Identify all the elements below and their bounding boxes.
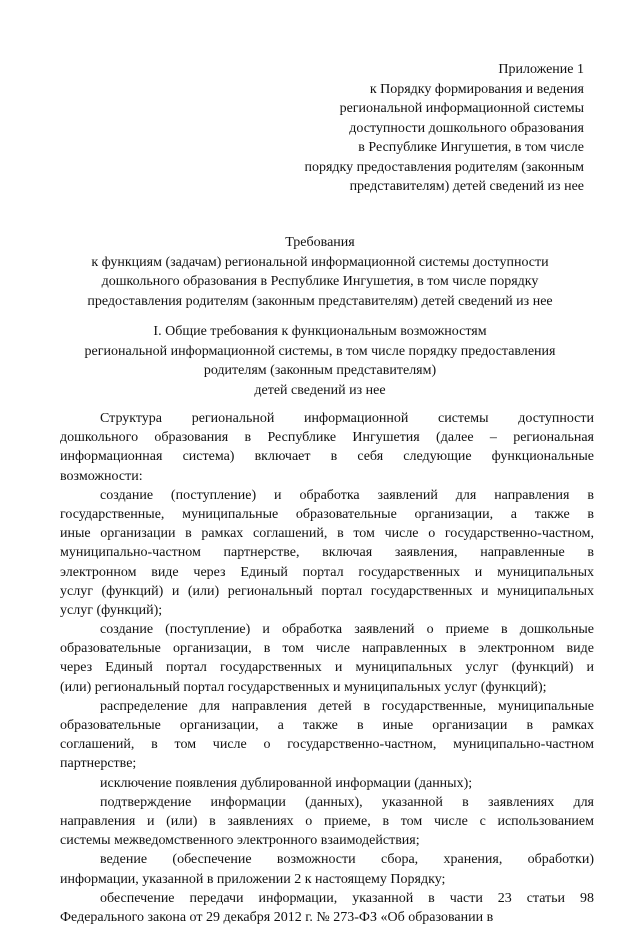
paragraph-line: (или) региональный портал государственных и муниципальных услуг (функций); — [60, 679, 547, 695]
paragraph — [60, 774, 594, 793]
paragraph-line: государственные, муниципальные образовательные организации, а также в — [60, 506, 594, 522]
paragraph-line: создание (поступление) и обработка заявлений для направления в — [100, 487, 594, 503]
paragraph-line: возможности: — [60, 468, 143, 484]
paragraph-line: направления и (или) в заявлениях о приеме, в том числе с использованием — [60, 813, 594, 829]
paragraph — [60, 409, 594, 486]
paragraph-line: распределение для направления детей в государственные, муниципальные — [100, 698, 594, 714]
paragraph-line: иные организации в рамках соглашений, в том числе о государственно-частном, — [60, 526, 594, 542]
document-body — [60, 409, 594, 927]
title-line: дошкольного образования в Республике Ингушетия, в том числе порядку — [101, 274, 539, 289]
paragraph-line: Структура региональной информационной системы доступности — [100, 411, 594, 426]
section-line: детей сведений из нее — [254, 382, 386, 398]
paragraph — [60, 850, 594, 888]
section-line: I. Общие требования к функциональным возможностям — [153, 324, 487, 339]
appendix-line: Приложение 1 — [498, 62, 584, 77]
paragraph-line: образовательные организации, в том числе направленных в электронном виде — [60, 641, 594, 657]
paragraph-line: информационная система) включает в себя следующие функциональные — [60, 449, 594, 465]
paragraph-line: услуг (функций); — [60, 602, 163, 618]
paragraph-line: создание (поступление) и обработка заявлений о приеме в дошкольные — [100, 622, 594, 638]
paragraph-line: исключение появления дублированной информации (данных); — [100, 775, 473, 791]
paragraph-line: электронном виде через Единый портал государственных и муниципальных — [60, 564, 594, 580]
paragraph-line: соглашений, в том числе о государственно-частном, муниципально-частном — [60, 737, 594, 753]
appendix-line: доступности дошкольного образования — [349, 120, 584, 136]
paragraph-line: обеспечение передачи информации, указанной в части 23 статьи 98 — [100, 890, 594, 906]
paragraph — [60, 620, 594, 697]
title-line: предоставления родителям (законным представителям) детей сведений из нее — [87, 293, 553, 309]
paragraph-line: услуг (функций) и (или) региональный портал государственных и муниципальных — [60, 583, 594, 599]
document-title — [40, 233, 600, 311]
paragraph-line: дошкольного образования в Республике Ингушетия (далее – региональная — [60, 430, 594, 446]
paragraph-line: Федерального закона от 29 декабря 2012 г. № 273-ФЗ «Об образовании в — [60, 909, 494, 925]
section-heading — [40, 322, 600, 400]
title-line: к функциям (задачам) региональной информационной системы доступности — [91, 254, 549, 270]
paragraph-line: информации, указанной в приложении 2 к настоящему Порядку; — [60, 871, 446, 887]
paragraph — [60, 793, 594, 851]
paragraph-line: ведение (обеспечение возможности сбора, хранения, обработки) — [100, 852, 594, 868]
paragraph-line: подтверждение информации (данных), указанной в заявлениях для — [100, 794, 594, 810]
paragraph — [60, 697, 594, 774]
paragraph-line: системы межведомственного электронного взаимодействия; — [60, 833, 420, 849]
paragraph-line: образовательные организации, а также в иные организации в рамках — [60, 718, 594, 733]
appendix-line: в Республике Ингушетия, в том числе — [358, 140, 584, 155]
paragraph — [60, 486, 594, 620]
paragraph — [60, 889, 594, 927]
appendix-header — [305, 60, 585, 197]
section-line: региональной информационной системы, в том числе порядку предоставления — [84, 343, 556, 359]
appendix-line: порядку предоставления родителям (законным — [304, 159, 584, 175]
paragraph-line: через Единый портал государственных и муниципальных услуг (функций) и — [60, 660, 594, 676]
section-line: родителям (законным представителям) — [203, 363, 437, 378]
appendix-line: к Порядку формирования и ведения — [369, 81, 584, 97]
appendix-line: представителям) детей сведений из нее — [349, 179, 584, 194]
paragraph-line: муниципально-частном партнерстве, включая заявления, направленные в — [60, 545, 594, 561]
paragraph-line: партнерстве; — [60, 756, 137, 772]
title-line: Требования — [285, 235, 355, 250]
appendix-line: региональной информационной системы — [339, 101, 584, 116]
